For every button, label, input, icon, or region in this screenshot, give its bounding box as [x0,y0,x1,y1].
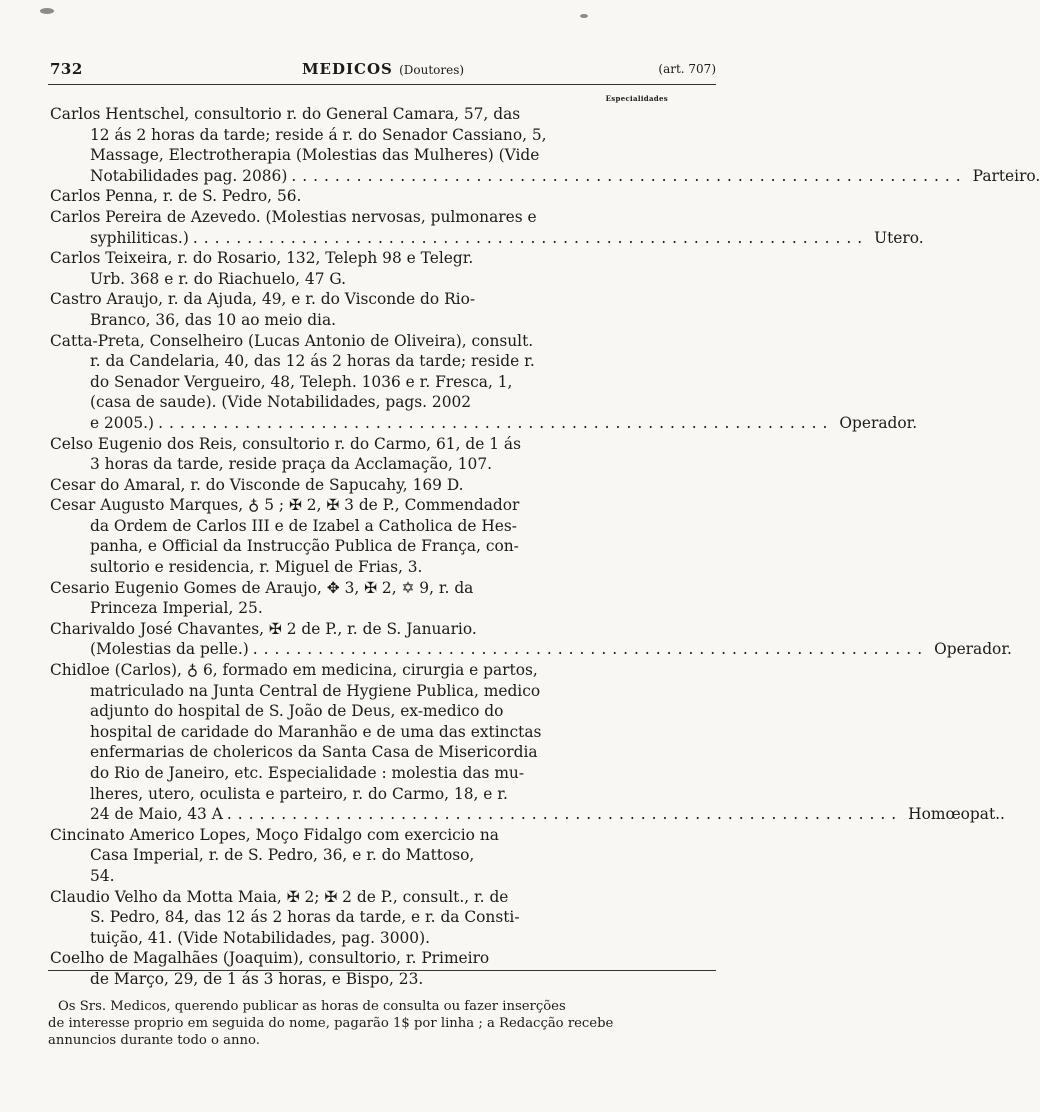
entry-last-line [50,639,1012,660]
entry [50,248,690,289]
page-title [50,60,716,78]
dot-leader: .............................................................. [226,805,903,824]
entry [50,289,690,330]
entry-line: do Senador Vergueiro, 48, Teleph. 1036 e r. Fresca, 1, [90,372,513,391]
specialty: Operador. [839,413,918,432]
entry-line: enfermarias de cholericos da Santa Casa de Misericordia [90,743,538,762]
specialty-column-heading: Especialidades [605,94,668,103]
entry [50,887,690,949]
header-rule [48,84,716,85]
entry-line: (Molestias da pelle.) [90,640,249,659]
entry-line: Claudio Velho da Motta Maia, ✠ 2; ✠ 2 de P., consult., r. de [50,887,509,906]
entry-line: Chidloe (Carlos), ♁ 6, formado em medicina, cirurgia e partos, [50,661,538,680]
entry-line: do Rio de Janeiro, etc. Especialidade : molestia das mu- [90,764,525,782]
entry-line: r. da Candelaria, 40, das 12 ás 2 horas da tarde; reside r. [90,352,535,371]
entry [50,475,690,496]
entry-last-line [50,413,918,434]
entry-line: Celso Eugenio dos Reis, consultorio r. do Carmo, 61, de 1 ás [50,434,521,453]
specialty: Parteiro. [972,166,1040,185]
page-number: 732 [50,60,83,78]
entry-line: Cesario Eugenio Gomes de Araujo, ✥ 3, ✠ 2, ✡ 9, r. da [50,578,474,597]
entry-line: Castro Araujo, r. da Ajuda, 49, e r. do Visconde do Rio- [50,290,476,309]
entry-line: syphiliticas.) [90,228,189,247]
entry-line: Notabilidades pag. 2086) [90,166,288,185]
entries-list [50,104,1040,990]
entry-line: Charivaldo José Chavantes, ✠ 2 de P., r. de S. Januario. [50,619,477,638]
entry [50,619,1012,660]
article-number: (art. 707) [658,62,716,76]
dot-leader: .............................................................. [291,166,967,185]
entry-line: Princeza Imperial, 25. [90,599,263,618]
print-smudge [580,14,588,18]
entry-line: Carlos Pereira de Azevedo. (Molestias nervosas, pulmonares e [50,207,537,226]
entry-line: tuição, 41. (Vide Notabilidades, pag. 3000). [90,928,430,947]
entry-line: adjunto do hospital de S. João de Deus, ex-medico do [90,702,504,721]
entry-line: Casa Imperial, r. de S. Pedro, 36, e r. do Mattoso, [90,846,475,865]
print-smudge [40,8,54,14]
entry-line: matriculado na Junta Central de Hygiene Publica, medico [90,681,541,700]
entry [50,331,918,434]
notice-line: Os Srs. Medicos, querendo publicar as horas de consulta ou fazer inserções [58,999,566,1014]
notice-line: annuncios durante todo o anno. [48,1033,260,1048]
entry-line: de Março, 29, de 1 ás 3 horas, e Bispo, 23. [90,969,424,988]
specialty: Operador. [934,640,1012,659]
entry-line: lheres, utero, oculista e parteiro, r. do Carmo, 18, e r. [90,784,508,803]
entry-line: Cesar do Amaral, r. do Visconde de Sapucahy, 169 D. [50,475,464,494]
entry [50,948,690,989]
entry-last-line [50,228,924,249]
entry-line: Carlos Teixeira, r. do Rosario, 132, Teleph 98 e Telegr. [50,249,474,268]
entry [50,495,690,577]
entry-line: Branco, 36, das 10 ao meio dia. [90,310,337,329]
entry-line: (casa de saude). (Vide Notabilidades, pags. 2002 [90,393,472,412]
entry-line: Cesar Augusto Marques, ♁ 5 ; ✠ 2, ✠ 3 de P., Commendador [50,496,520,515]
entry-line: S. Pedro, 84, das 12 ás 2 horas da tarde, e r. da Consti- [90,908,520,927]
entry-line: Coelho de Magalhães (Joaquim), consultorio, r. Primeiro [50,949,490,968]
section-title: MEDICOS [301,60,393,78]
entry-line: panha, e Official da Instrucção Publica de França, con- [90,537,519,556]
entry-line: da Ordem de Carlos III e de Izabel a Catholica de Hes- [90,516,517,535]
footer-rule [48,970,716,971]
dot-leader: .............................................................. [252,640,929,659]
entry [50,104,1040,186]
dot-leader: .............................................................. [192,228,869,247]
entry [50,434,690,475]
entry [50,207,924,248]
entry-line: Catta-Preta, Conselheiro (Lucas Antonio de Oliveira), consult. [50,331,534,350]
publisher-notice [48,998,670,1049]
running-header [50,58,716,84]
entry-last-line [50,804,1005,825]
entry [50,578,690,619]
entry-line: 3 horas da tarde, reside praça da Acclamação, 107. [90,455,493,474]
entry-line: e 2005.) [90,413,155,432]
notice-line: de interesse proprio em seguida do nome, pagarão 1$ por linha ; a Redacção recebe [48,1016,614,1031]
entry-line: Urb. 368 e r. do Riachuelo, 47 G. [90,269,347,288]
entry-line: sultorio e residencia, r. Miguel de Frias, 3. [90,558,423,577]
specialty: Homœopat.. [908,805,1005,824]
specialty: Utero. [874,228,924,247]
entry [50,660,1005,825]
entry-line: Cincinato Americo Lopes, Moço Fidalgo com exercicio na [50,825,499,844]
entry-line: Carlos Hentschel, consultorio r. do General Camara, 57, das [50,105,521,123]
section-subtitle: (Doutores) [399,63,465,77]
entry-last-line [50,166,1040,187]
entry [50,186,690,207]
entry-line: 24 de Maio, 43 A [90,805,223,824]
entry [50,825,690,887]
dot-leader: .............................................................. [158,413,834,432]
entry-line: Massage, Electrotherapia (Molestias das Mulheres) (Vide [90,146,540,165]
entry-line: Carlos Penna, r. de S. Pedro, 56. [50,187,302,206]
entry-line: 54. [90,866,115,885]
entry-line: 12 ás 2 horas da tarde; reside á r. do Senador Cassiano, 5, [90,125,547,144]
entry-line: hospital de caridade do Maranhão e de uma das extinctas [90,722,542,741]
